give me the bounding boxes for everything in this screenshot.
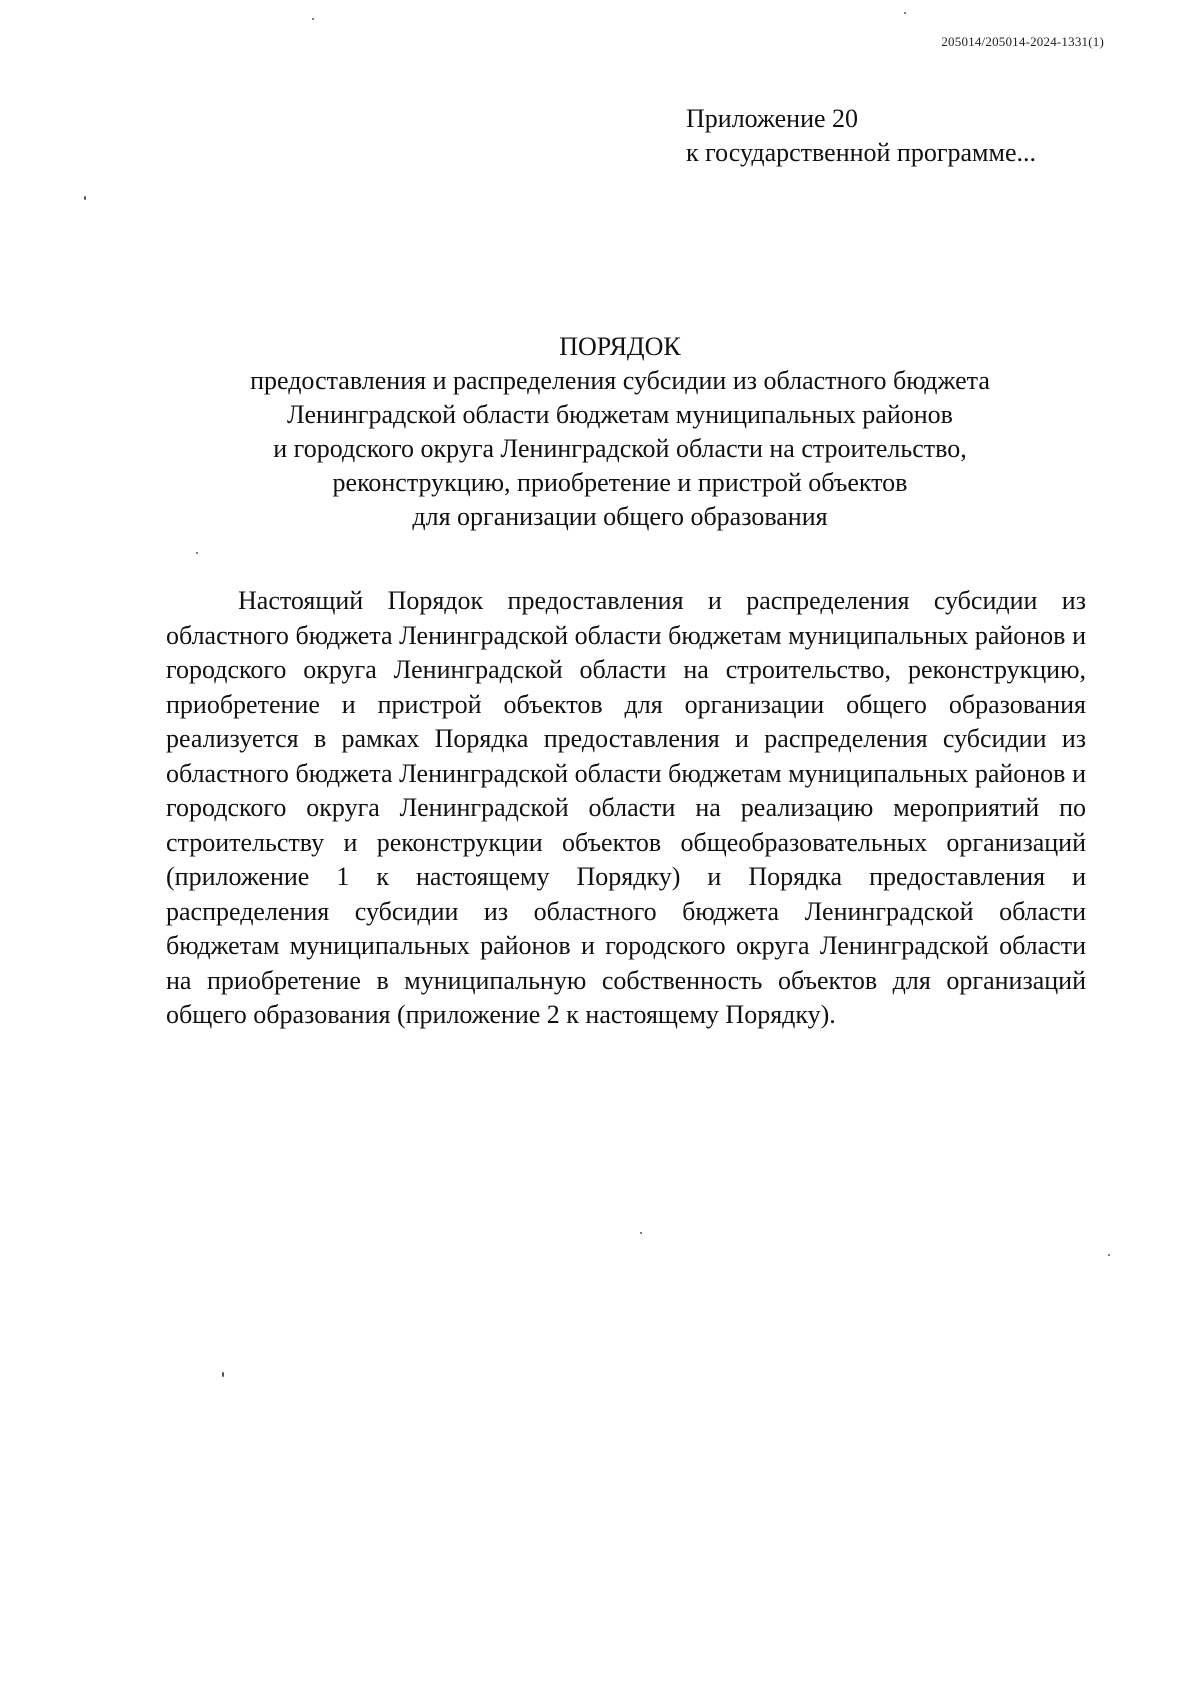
body-paragraph: Настоящий Порядок предоставления и распределения субсидии из областного бюджета Ленинградской области бюджетам муниципальных районов и городского округа Ленинградской области на строительство, реконструкцию, приобретение и пристрой объектов для организации общего образования реализуется в рамках Порядка предоставления и распределения субсидии из областного бюджета Ленинградской области бюджетам муниципальных районов и городского округа Ленинградской области на реализацию мероприятий по строительству и реконструкции объектов общеобразовательных организаций (приложение 1 к настоящему Порядку) и Порядка предоставления и распределения субсидии из областного бюджета Ленинградской области бюджетам муниципальных районов и городского округа Ленинградской области на приобретение в муниципальную собственность объектов для организаций общего образования (приложение 2 к настоящему Порядку). [166, 586, 1086, 1029]
scan-speck [904, 12, 906, 14]
scan-speck [1108, 1254, 1110, 1256]
scan-speck [222, 1372, 224, 1377]
title-heading: ПОРЯДОК [559, 332, 681, 361]
title-line: для организации общего образования [412, 502, 828, 531]
appendix-program: к государственной программе... [686, 138, 1036, 167]
appendix-number: Приложение 20 [686, 104, 859, 133]
title-line: реконструкцию, приобретение и пристрой объектов [332, 468, 908, 497]
document-title [160, 330, 1080, 534]
appendix-reference [686, 102, 1036, 170]
title-line: Ленинградской области бюджетам муниципальных районов [287, 400, 953, 429]
title-line: предоставления и распределения субсидии из областного бюджета [250, 366, 990, 395]
scan-speck [312, 18, 314, 20]
document-id: 205014/205014-2024-1331(1) [941, 34, 1104, 49]
scan-speck [84, 196, 86, 200]
scan-speck [640, 1232, 642, 1234]
title-line: и городского округа Ленинградской области на строительство, [273, 434, 967, 463]
scan-speck [196, 552, 198, 554]
